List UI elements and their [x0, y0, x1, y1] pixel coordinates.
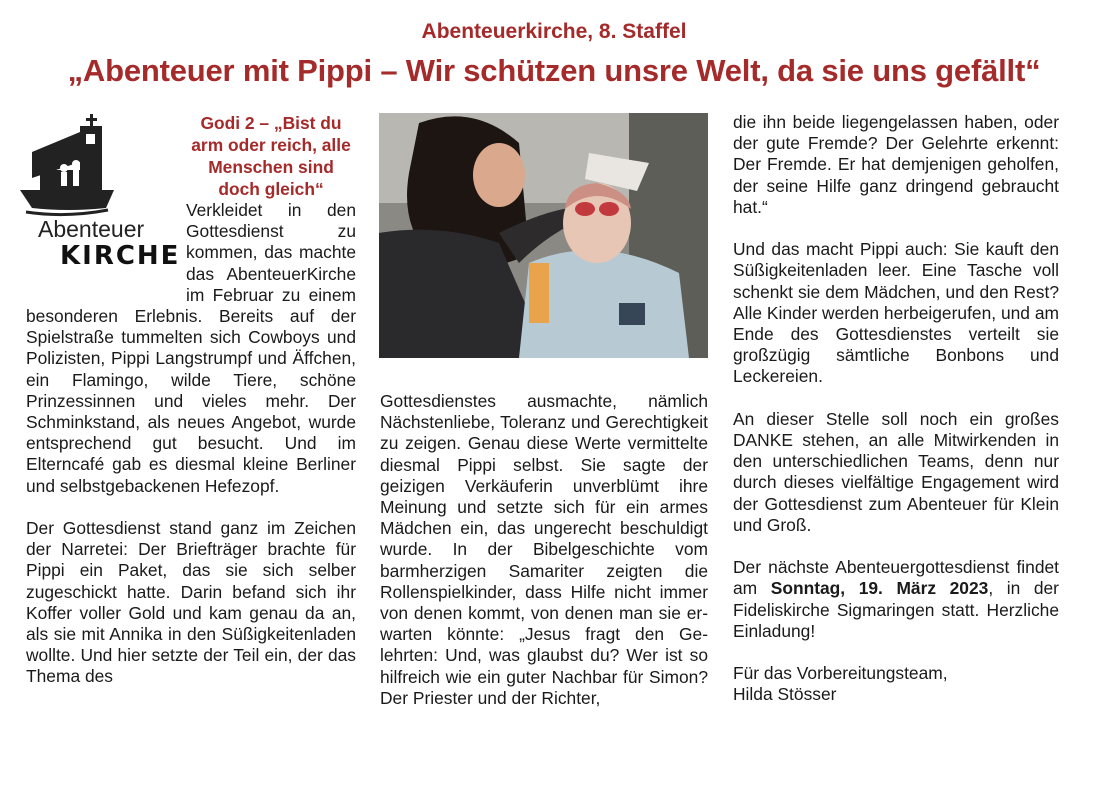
- photo-illustration: [379, 113, 708, 358]
- col3-paragraph-2: Und das macht Pippi auch: Sie kauft den Süßigkeitenladen leer. Eine Tasche voll schenkt sie dem Mädchen, und den Rest? Alle Kinder werden herbeigerufen, und am Ende des Gottesdienstes verteilt sie großzügig sämtliche Bonbons und Leckereien.: [733, 239, 1059, 387]
- next-service-text-post: , in der Fideliskirche Sigmaringen statt. Herzliche Einladung!: [733, 578, 1059, 641]
- signoff-name: Hilda Stösser: [733, 684, 837, 705]
- face-painting-photo: [379, 113, 708, 358]
- next-service-date: Sonntag, 19. März 2023: [770, 578, 989, 599]
- article-subhead: Godi 2 – „Bist du arm oder reich, alle Menschen sind doch gleich“: [191, 113, 351, 199]
- column-2: [380, 391, 708, 709]
- kicker-title: Abenteuerkirche, 8. Staffel: [421, 20, 687, 43]
- col1-paragraph-2: Der Gottesdienst stand ganz im Zeichen der Narretei: Der Briefträger brachte für Pippi ein Paket, das sie sich selber zugeschickt hatte. Darin befand sich ihr Koffer voller Gold und kam genau da an, als sie mit Annika in den Süßigkeitenladen wollte. Und hier setzte der Teil ein, der das Thema des: [26, 518, 356, 687]
- column-1: [26, 112, 356, 688]
- church-ark-with-children-icon: [18, 112, 178, 222]
- signoff: [733, 663, 1059, 705]
- col3-paragraph-4: [733, 557, 1059, 642]
- next-service-text-pre: Der nächste Abenteuergottesdienst findet am: [733, 557, 1059, 599]
- col3-paragraph-1: die ihn beide liegengelassen haben, oder der gute Fremde? Der Gelehrte erkennt: Der Fremde. Er hat demjenigen geholfen, der seine Hilfe ganz dringend gebraucht hat.“: [733, 112, 1059, 217]
- col1-paragraph-1: Verkleidet in den Gottesdienst zu kommen, das machte das AbenteuerKirche im Februar zu einem besonderen Erlebnis. Bereits auf der Spielstraße tummelten sich Cowboys und Polizisten, Pippi Langstrumpf und Äffchen, ein Flamingo, wilde Tiere, schöne Prinzessinnen und vieles mehr. Der Schminkstand, als neues Angebot, wurde entsprechend gut besucht. Und im Elterncafé gab es diesmal kleine Berliner und selbstgebackenen Hefezopf.: [26, 200, 356, 496]
- logo-word-abenteuer: Abenteuer: [38, 216, 145, 242]
- column-3: [733, 112, 1059, 706]
- abenteuer-kirche-logo: [18, 112, 181, 288]
- logo-word-kirche: KIRCHE: [60, 241, 181, 271]
- headline: „Abenteuer mit Pippi – Wir schützen unsre Welt, da sie uns gefällt“: [67, 53, 1041, 88]
- col2-paragraph-1: Gottesdienstes ausmachte, nämlich Nächstenliebe, Toleranz und Gerechtigkeit zu zeigen. Genau diese Werte vermittelte diesmal Pippi selbst. Sie sagte der geizigen Verkäuferin unverblümt ihre Meinung und setzte sich für ein armes Mädchen ein, das ungerecht beschuldigt wurde. In der Bibelgeschichte vom barmherzigen Samariter zeigten die Rollenspielkinder, dass Hilfe nicht immer von denen kommt, von denen man sie erwarten könnte: „Jesus fragt den Gelehrten: Und, was glaubst du? Wer ist so hilfreich wie ein guter Nachbar für Simon? Der Priester und der Richter,: [380, 391, 708, 708]
- signoff-line-1: Für das Vorbereitungsteam,: [733, 663, 948, 684]
- col3-paragraph-3: An dieser Stelle soll noch ein großes DANKE stehen, an alle Mitwirkenden in den unterschiedlichen Teams, denn nur durch dieses vielfältige Engagement wird der Gottesdienst zum Abenteuer für Klein und Groß.: [733, 408, 1059, 535]
